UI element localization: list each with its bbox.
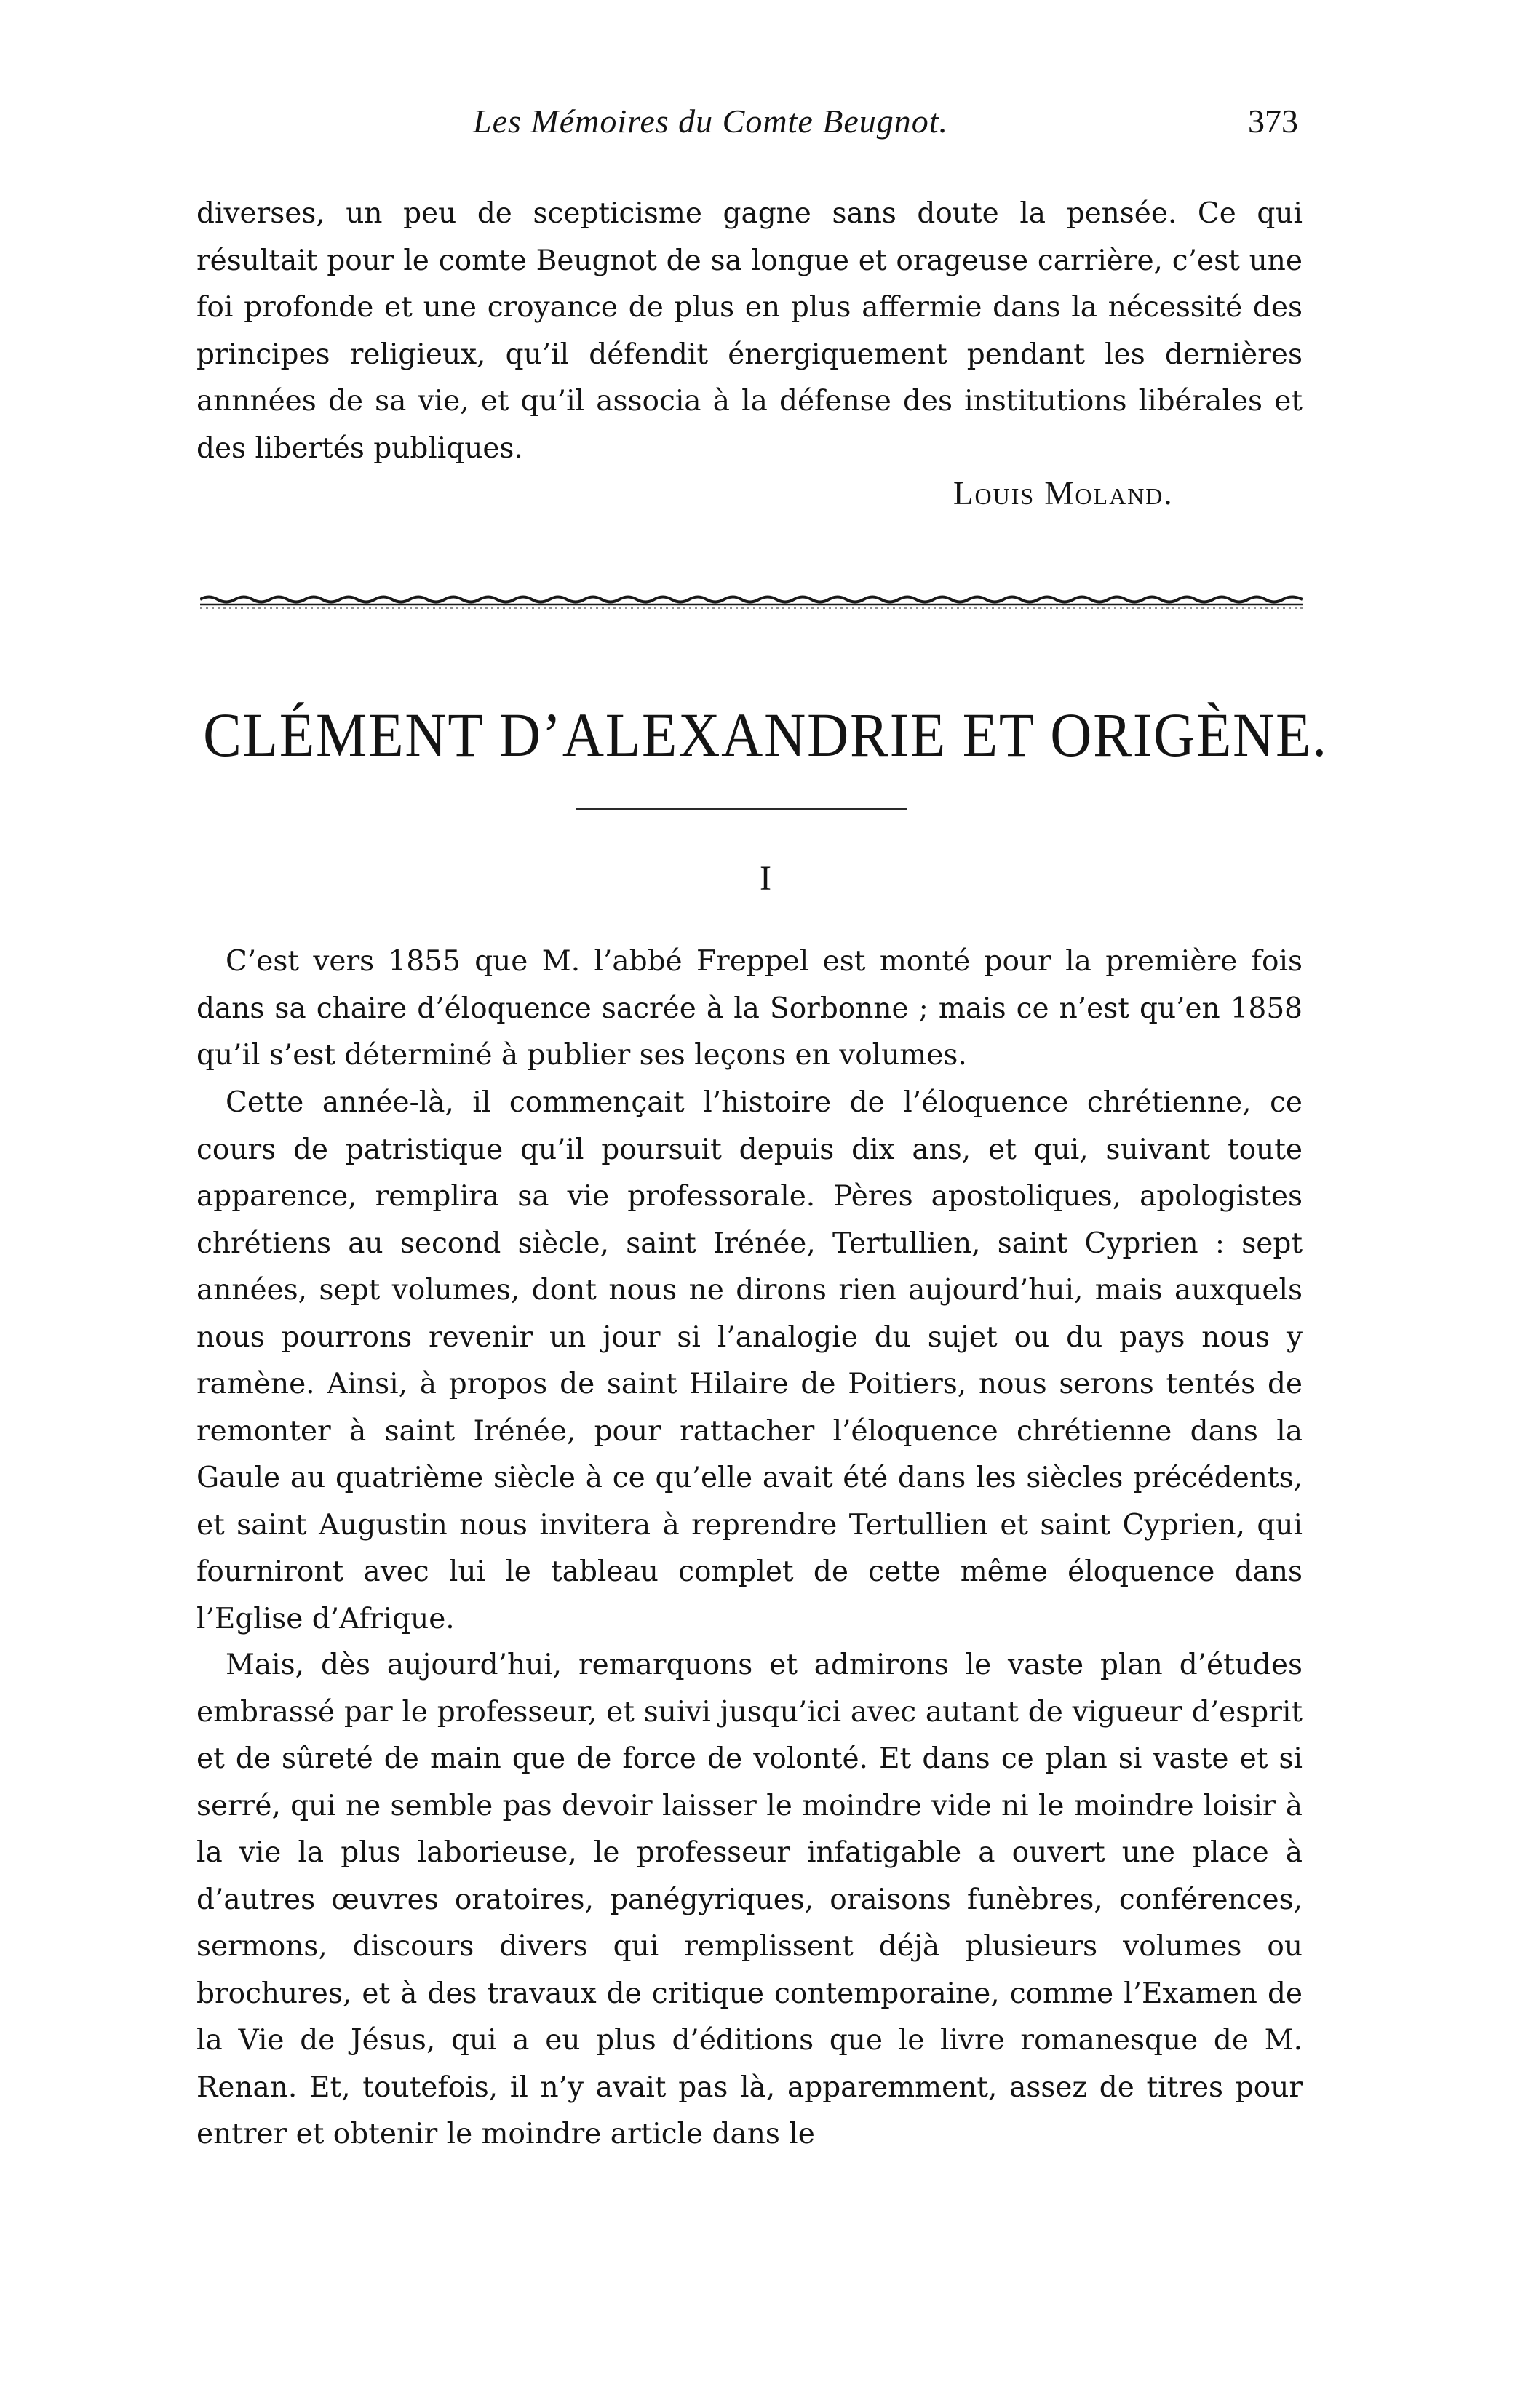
article-title: CLÉMENT D’ALEXANDRIE ET ORIGÈNE. <box>203 700 1328 770</box>
author-signature: Louis Moland. <box>953 475 1174 511</box>
article-paragraph-2: Cette année-là, il commençait l’histoire de l’éloquence chrétienne, ce cours de patristique qu’il poursuit depuis dix ans, et qui, suivant toute apparence, remplira sa vie professorale. Pères apostoliques, apologistes chrétiens au second siècle, saint Irénée, Tertullien, saint Cyprien : sept années, sept volumes, dont nous ne dirons rien aujourd’hui, mais auxquels nous pourrons revenir un jour si l’analogie du sujet ou du pays nous y ramène. Ainsi, à propos de saint Hilaire de Poitiers, nous serons tentés de remonter à saint Irénée, pour rattacher l’éloquence chrétienne dans la Gaule au quatrième siècle à ce qu’elle avait été dans les siècles précédents, et saint Augustin nous invitera à reprendre Tertullien et saint Cyprien, qui fourniront avec lui le tableau complet de cette même éloquence dans l’Eglise d’Afrique. <box>196 1086 1303 1635</box>
ornamental-rule <box>200 593 1303 612</box>
previous-article-paragraph: diverses, un peu de scepticisme gagne sans doute la pensée. Ce qui résultait pour le comte Beugnot de sa longue et orageuse carrière, c’est une foi profonde et une croyance de plus en plus affermie dans la nécessité des principes religieux, qu’il défendit énergiquement pendant les dernières annnées de sa vie, et qu’il associa à la défense des institutions libérales et des libertés publiques. <box>196 197 1303 465</box>
article-paragraph-1: C’est vers 1855 que M. l’abbé Freppel est monté pour la première fois dans sa chaire d’éloquence sacrée à la Sorbonne ; mais ce n’est qu’en 1858 qu’il s’est déterminé à publier ses leçons en volumes. <box>196 945 1303 1072</box>
title-divider <box>576 808 907 810</box>
article-paragraph-3: Mais, dès aujourd’hui, remarquons et admirons le vaste plan d’études embrassé par le professeur, et suivi jusqu’ici avec autant de vigueur d’esprit et de sûreté de main que de force de volonté. Et dans ce plan si vaste et si serré, qui ne semble pas devoir laisser le moindre vide ni le moindre loisir à la vie la plus laborieuse, le professeur infatigable a ouvert une place à d’autres œuvres oratoires, panégyriques, oraisons funèbres, conférences, sermons, discours divers qui remplissent déjà plusieurs volumes ou brochures, et à des travaux de critique contemporaine, comme l’Examen de la Vie de Jésus, qui a eu plus d’éditions que le livre romanesque de M. Renan. Et, toutefois, il n’y avait pas là, apparemment, assez de titres pour entrer et obtenir le moindre article dans le <box>196 1648 1303 2150</box>
page-number: 373 <box>1248 103 1298 140</box>
running-title: Les Mémoires du Comte Beugnot. <box>473 103 949 140</box>
section-numeral: I <box>760 859 771 898</box>
page-header <box>204 102 1298 153</box>
